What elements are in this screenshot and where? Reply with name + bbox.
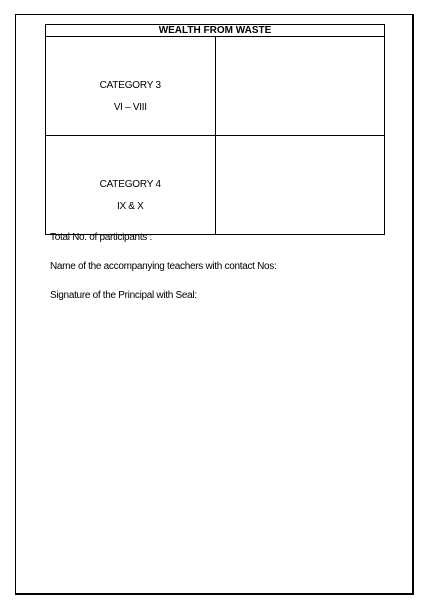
category-classes: IX & X (116, 201, 144, 212)
entry-cell (215, 136, 385, 235)
document-page (15, 14, 414, 595)
category-cell (46, 37, 216, 136)
category-name: CATEGORY 4 (99, 179, 161, 190)
category-name: CATEGORY 3 (99, 80, 161, 91)
entry-cell (215, 37, 385, 136)
category-table (45, 24, 385, 235)
category-cell (46, 136, 216, 235)
table-title: WEALTH FROM WASTE (46, 25, 385, 37)
signature-field: Signature of the Principal with Seal: (50, 290, 197, 301)
category-row (46, 136, 385, 235)
teachers-field: Name of the accompanying teachers with contact Nos: (50, 261, 277, 272)
category-classes: VI – VIII (113, 102, 147, 113)
participants-field: Total No. of participants : (50, 232, 152, 243)
table-header-row (46, 25, 385, 37)
category-row (46, 37, 385, 136)
